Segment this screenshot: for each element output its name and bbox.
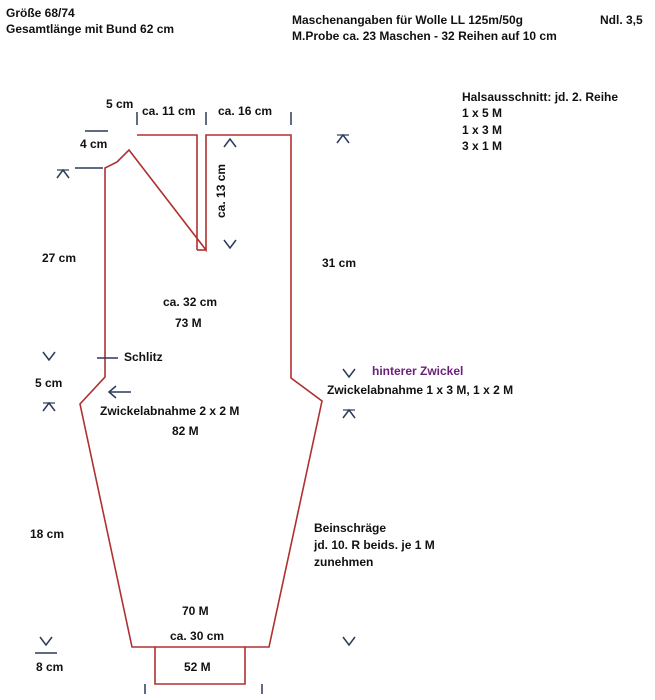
gusset-back-decrease: Zwickelabnahme 1 x 3 M, 1 x 2 M <box>327 383 514 397</box>
arrow-down-icon <box>43 352 55 360</box>
arrow-down-icon <box>224 240 236 248</box>
total-length-label: Gesamtlänge mit Bund 62 cm <box>6 22 175 36</box>
leg-slope-title: Beinschräge <box>314 521 387 535</box>
gusset-back-label: hinterer Zwickel <box>372 364 464 378</box>
leg-slope-rule: jd. 10. R beids. je 1 M <box>314 538 435 552</box>
arrow-up-icon <box>337 135 349 143</box>
arrow-up-icon <box>57 170 69 178</box>
dim-5cm-top: 5 cm <box>106 97 134 111</box>
body-stitches: 73 M <box>175 316 202 330</box>
size-label: Größe 68/74 <box>6 6 75 20</box>
dim-16cm: ca. 16 cm <box>218 104 273 118</box>
gusset-front-decrease: Zwickelabnahme 2 x 2 M <box>100 404 240 418</box>
leg-slope-action: zunehmen <box>314 555 374 569</box>
dim-13cm: ca. 13 cm <box>214 163 228 218</box>
neckline-step: 1 x 3 M <box>462 123 503 137</box>
cuff-stitches: 52 M <box>184 660 211 674</box>
yarn-label: Maschenangaben für Wolle LL 125m/50g <box>292 13 523 27</box>
dim-5cm-left: 5 cm <box>35 376 63 390</box>
neckline-step: 3 x 1 M <box>462 139 503 153</box>
neckline-step: 1 x 5 M <box>462 106 503 120</box>
arrow-up-icon <box>224 139 236 147</box>
bottom-stitches: 70 M <box>182 604 209 618</box>
dim-11cm: ca. 11 cm <box>142 104 196 118</box>
arrow-down-icon <box>40 637 52 645</box>
slit-label: Schlitz <box>124 350 163 364</box>
arrow-up-icon <box>43 403 55 411</box>
dim-27cm: 27 cm <box>42 251 77 265</box>
leg-stitches-top: 82 M <box>172 424 199 438</box>
neckline-title: Halsausschnitt: jd. 2. Reihe <box>462 90 619 104</box>
gauge-label: M.Probe ca. 23 Maschen - 32 Reihen auf 10 cm <box>292 29 557 43</box>
arrow-down-icon <box>343 369 355 377</box>
bottom-width: ca. 30 cm <box>170 629 225 643</box>
dim-4cm: 4 cm <box>80 137 108 151</box>
dim-8cm: 8 cm <box>36 660 64 674</box>
dim-18cm: 18 cm <box>30 527 65 541</box>
arrow-down-icon <box>343 637 355 645</box>
body-width: ca. 32 cm <box>163 295 218 309</box>
needle-label: Ndl. 3,5 <box>600 13 643 27</box>
arrow-up-icon <box>343 410 355 418</box>
dim-31cm: 31 cm <box>322 256 357 270</box>
